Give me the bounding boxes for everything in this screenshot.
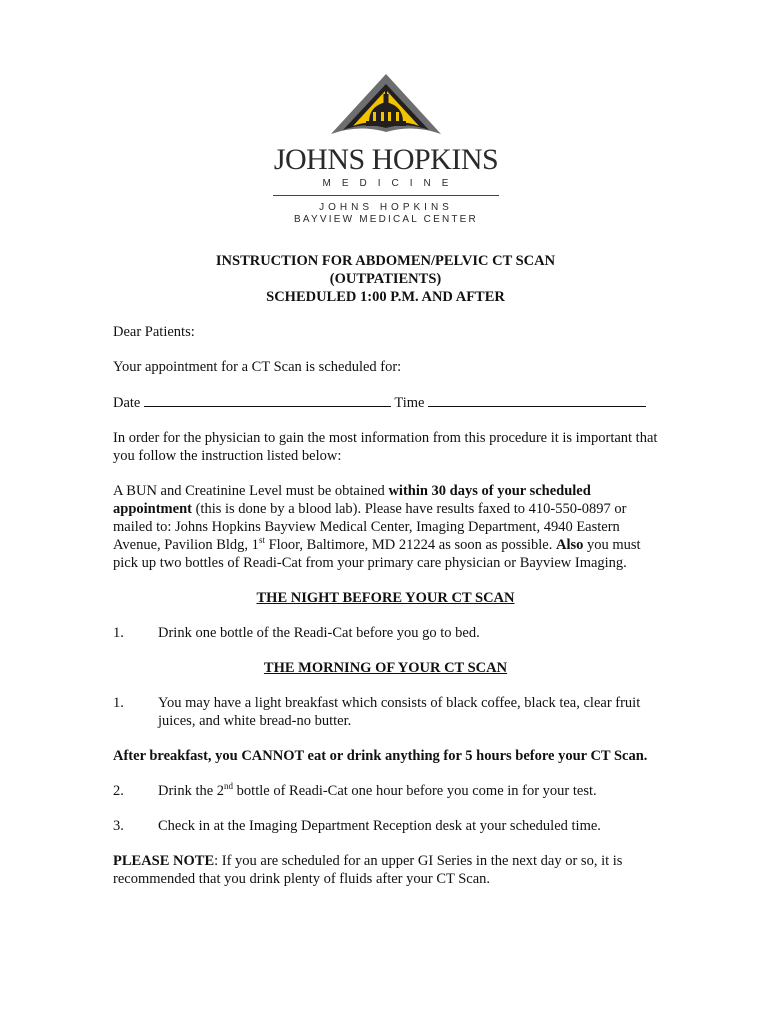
title-line-1: INSTRUCTION FOR ABDOMEN/PELVIC CT SCAN (215, 253, 556, 269)
bun-bold-also: Also (555, 537, 584, 553)
item-number: 2. (113, 783, 124, 799)
center-name-line2: BAYVIEW MEDICAL CENTER (294, 214, 478, 225)
night-before-heading: THE NIGHT BEFORE YOUR CT SCAN (256, 590, 515, 606)
bun-text-4: you must pick up two bottles of Readi-Cat from your primary care physician or Bayview Imaging. (113, 537, 641, 571)
org-subtitle: MEDICINE (322, 178, 460, 189)
item-number: 3. (113, 818, 124, 834)
bun-text-3: Floor, Baltimore, MD 21224 as soon as possible. (264, 537, 556, 553)
morning-of-heading: THE MORNING OF YOUR CT SCAN (263, 660, 508, 676)
list-item (113, 782, 658, 800)
item-text (158, 782, 658, 800)
time-label: Time (394, 395, 425, 411)
item2-text-post: bottle of Readi-Cat one hour before you come in for your test. (233, 783, 597, 799)
logo-divider (273, 195, 499, 196)
title-line-3: SCHEDULED 1:00 P.M. AND AFTER (266, 289, 505, 305)
item-text: Drink one bottle of the Readi-Cat before you go to bed. (158, 625, 480, 641)
note-label: PLEASE NOTE (113, 853, 215, 869)
item2-text-pre: Drink the 2 (158, 783, 225, 799)
date-time-line (113, 393, 658, 412)
title-line-2: (OUTPATIENTS) (329, 271, 442, 287)
item-number: 1. (113, 695, 124, 711)
fasting-warning: After breakfast, you CANNOT eat or drink anything for 5 hours before your CT Scan. (113, 748, 648, 764)
list-item (113, 624, 658, 642)
bun-bold-deadline: within 30 days of your scheduled appointment (113, 483, 591, 517)
date-field[interactable] (144, 393, 391, 407)
item-text: Check in at the Imaging Department Reception desk at your scheduled time. (158, 818, 601, 834)
date-label: Date (113, 395, 141, 411)
please-note (113, 852, 658, 888)
list-item (113, 817, 658, 835)
intro-paragraph: In order for the physician to gain the most information from this procedure it is important that you follow the instruction listed below: (113, 430, 658, 464)
org-name: JOHNS HOPKINS (273, 143, 499, 176)
greeting: Dear Patients: (113, 324, 195, 340)
johns-hopkins-logo (272, 74, 500, 226)
bun-text-1: A BUN and Creatinine Level must be obtained (113, 483, 389, 499)
center-name-line1: JOHNS HOPKINS (319, 202, 453, 213)
item2-superscript: nd (224, 781, 234, 792)
bun-superscript: st (258, 535, 265, 546)
document-title (113, 252, 658, 306)
bun-text-2: (this is done by a blood lab). Please have results faxed to 410-550-0897 or mailed to: Johns Hopkins Bayview Medical Center, Imaging Department, 4940 Eastern Avenue, Pavilion Bldg, 1 (113, 501, 627, 553)
item-text: You may have a light breakfast which consists of black coffee, black tea, clear fruit juices, and white bread-no butter. (158, 695, 641, 729)
appointment-intro: Your appointment for a CT Scan is scheduled for: (113, 359, 402, 375)
note-text: : If you are scheduled for an upper GI Series in the next day or so, it is recommended that you drink plenty of fluids after your CT Scan. (113, 853, 623, 887)
shield-dome-icon (331, 74, 441, 140)
time-field[interactable] (428, 393, 646, 407)
document-body (113, 252, 658, 888)
item-number: 1. (113, 625, 124, 641)
bun-paragraph (113, 482, 658, 572)
list-item (113, 694, 658, 730)
